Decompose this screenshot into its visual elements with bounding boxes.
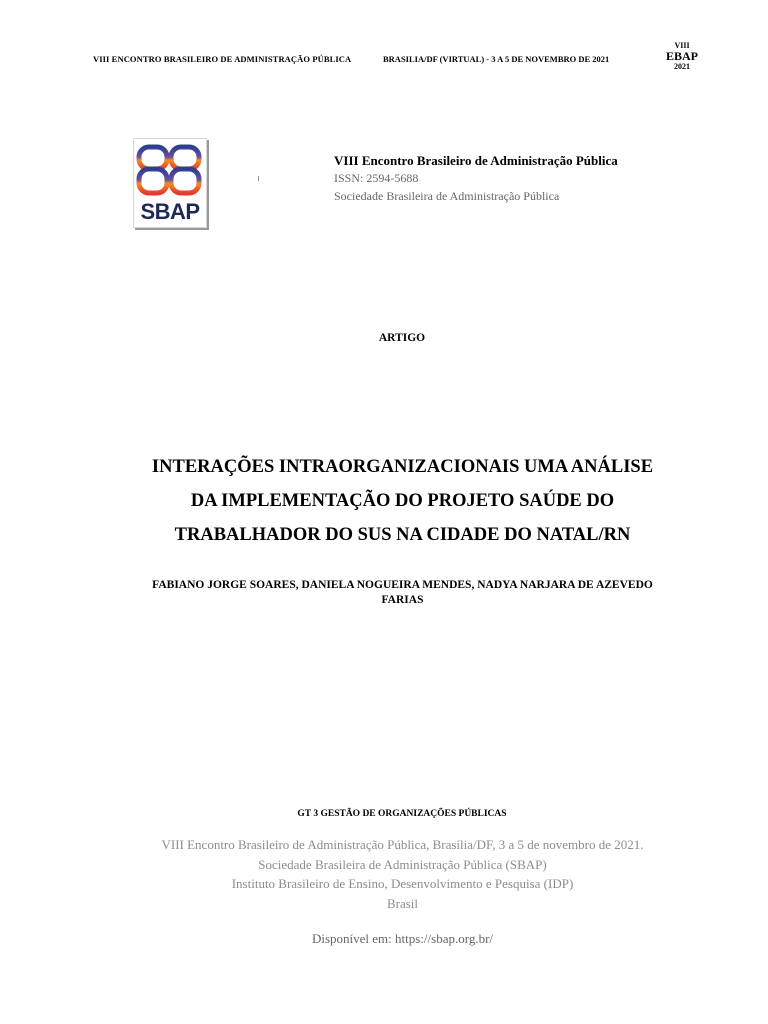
footer-info [100,835,705,913]
paper-title-line: DA IMPLEMENTAÇÃO DO PROJETO SAÚDE DO [190,491,615,511]
authors-line: FABIANO JORGE SOARES, DANIELA NOGUEIRA MENDES, NADYA NARJARA DE AZEVEDO [152,579,653,591]
sbap-logo-text: SBAP [140,199,200,224]
paper-title [100,450,705,552]
paper-title-line: TRABALHADOR DO SUS NA CIDADE DO NATAL/RN [174,525,631,545]
footer-line: Instituto Brasileiro de Ensino, Desenvolvimento e Pesquisa (IDP) [231,876,574,891]
header-badge [652,42,712,71]
sbap-logo-emblem-icon [134,139,206,201]
header-event: VIII ENCONTRO BRASILEIRO DE ADMINISTRAÇÃO PÚBLICA [93,54,352,64]
journal-issn: ISSN: 2594-5688 [334,171,419,185]
footer-line: Brasil [386,895,419,911]
badge-middle: EBAP [665,49,698,64]
available-at-link[interactable]: Disponível em: https://sbap.org.br/ [311,931,494,946]
header-location-dates: BRASILIA/DF (VIRTUAL) - 3 A 5 DE NOVEMBRO DE 2021 [383,54,610,64]
journal-title: VIII Encontro Brasileiro de Administração Pública [334,153,618,168]
footer-line: VIII Encontro Brasileiro de Administração Pública, Brasília/DF, 3 a 5 de novembro de 2021. [161,837,644,852]
authors-line: FARIAS [381,594,424,606]
journal-society: Sociedade Brasileira de Administração Pública [334,189,560,203]
sbap-logo [133,138,207,228]
authors [100,578,705,608]
badge-top: VIII [674,41,690,50]
footer-line: Sociedade Brasileira de Administração Pública (SBAP) [258,856,547,872]
badge-bottom: 2021 [674,61,690,71]
article-type-label: ARTIGO [378,332,426,344]
divider-mark [258,176,259,181]
working-group: GT 3 GESTÃO DE ORGANIZAÇÕES PÚBLICAS [297,809,507,819]
paper-title-line: INTERAÇÕES INTRAORGANIZACIONAIS UMA ANÁLISE [151,457,654,477]
